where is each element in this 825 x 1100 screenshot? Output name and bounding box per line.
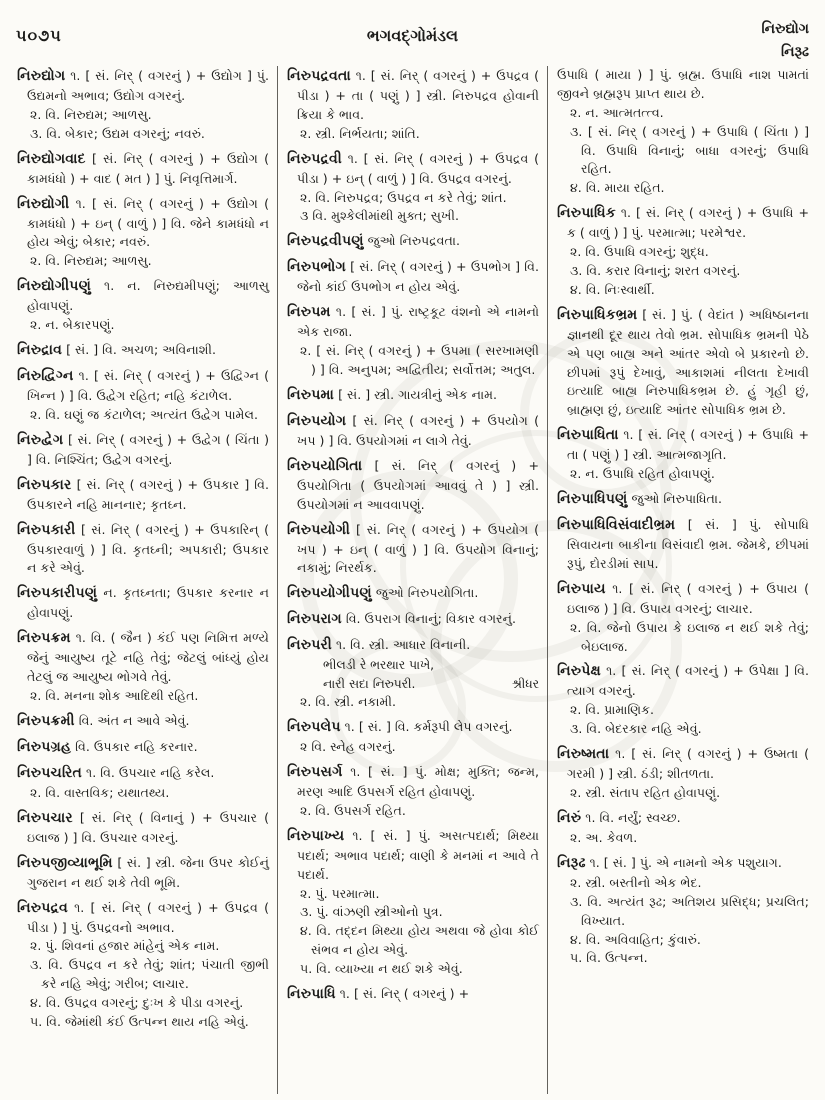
dictionary-entry: [17, 149, 269, 189]
entry-sense: ૨. સ્ત્રી. નિર્ભયતા; શાંતિ.: [300, 125, 420, 141]
dictionary-entry: [287, 411, 539, 451]
dictionary-entry: [557, 808, 809, 848]
entry-sense: ૪. વિ. તદ્દન મિથ્યા હોય અથવા જે હોવા કોઈ સંભવ ન હોય એવું.: [300, 923, 539, 958]
entry-sense: ૨. પું. પરમાત્મા.: [300, 885, 380, 901]
entry-lead-text: નિરુદ્વિગ્ન ૧. [ સં. નિર્ ( વગરનું ) + ઉદ્વિગ્ન ( ખિન્ન ) ] વિ. ઉદ્વેગ રહિત; નહિ કંટાળેલ.: [17, 368, 269, 404]
entry-lead-text: નિરુપદ્રવ ૧. [ સં. નિર્ ( વગરનું ) + ઉપદ્રવ ( પીડા ) ] પું. ઉપદ્રવનો અભાવ.: [17, 899, 269, 935]
dictionary-entry: [287, 149, 539, 227]
dictionary-entry: [287, 257, 539, 297]
dictionary-entry: [17, 430, 269, 470]
entry-headword: નિરુપદ્રવીપણું: [287, 233, 364, 250]
entry-sense: ૨. વિ. જેનો ઉપાય કે ઇલાજ ન થઈ શકે તેવું; બેઇલાજ.: [570, 619, 809, 654]
entry-sense: ૨. પું. શિવનાં હજાર માંહેનું એક નામ.: [30, 938, 220, 954]
verse-line: નારી સદા નિરુપરી. શ્રીધર: [323, 675, 539, 693]
entry-lead-text: નિરુપગ્રહ વિ. ઉપકાર નહિ કરનાર.: [17, 738, 198, 755]
entry-lead-text: નિરુદ્યોગીપણું ૧. ન. નિરુદ્યમીપણું; આળસુ હોવાપણું.: [17, 278, 269, 314]
entry-lead-text: નિરુપાધિતા ૧. [ સં. નિર્ ( વગરનું ) + ઉપાધિ + તા ( પણું ) ] સ્ત્રી. આત્મજાગૃતિ.: [557, 427, 809, 463]
entry-sense: ૨. વિ. વાસ્તવિક; યથાતથ્ય.: [30, 784, 170, 800]
entry-headword: નિરુદ્યોગી: [17, 195, 70, 212]
entry-sense: ૩ વિ. મુશ્કેલીમાંથી મુક્ત; સુખી.: [300, 208, 459, 224]
dictionary-entry: [287, 717, 539, 757]
entry-sense: ૨. સ્ત્રી. બસ્તીનો એક ભેદ.: [570, 874, 702, 890]
dictionary-entry: [17, 520, 269, 579]
dictionary-entry: [557, 489, 809, 510]
entry-headword: નિરુપચરિત: [17, 764, 83, 781]
entry-lead-text: નિરુપરી ૧. વિ. સ્ત્રી. આધાર વિનાની.: [287, 637, 471, 654]
entry-headword: નિરુપજીવ્યાભૂમિ: [17, 854, 113, 871]
dictionary-entry: [287, 520, 539, 579]
entry-lead-text: નિરુપકારી [ સં. નિર્ ( વગરનું ) + ઉપકારિન્ ( ઉપકારવાળું ) ] વિ. કૃતઘ્ની; અપકારી; ઉપકાર ન કરે એવું.: [17, 521, 269, 576]
entry-lead-text: નિરુપલેપ ૧. [ સં. ] વિ. કર્મરૂપી લેપ વગરનું.: [287, 719, 513, 736]
dictionary-entry: [557, 853, 809, 968]
entry-headword: નિરુપદ્રવ: [17, 899, 68, 916]
page-number: ૫૦૭૫: [16, 26, 62, 45]
dictionary-entry: [17, 898, 269, 1032]
entry-sense: ૨. વિ. મનના શોક આદિથી રહિત.: [30, 688, 199, 704]
dictionary-entry: [557, 515, 809, 574]
entry-headword: નિરુપદ્રવતા: [287, 68, 351, 84]
entry-sense: ૪. વિ. નિઃસ્વાર્થી.: [570, 281, 655, 297]
entry-headword: નિરુપમા: [287, 386, 335, 403]
entry-headword: નિરુપદ્રવી: [287, 150, 342, 167]
entry-lead-text: નિરુપકાર [ સં. નિર્ ( વગરનું ) + ઉપકાર ] વિ. ઉપકારને નહિ માનનાર; કૃતઘ્ન.: [17, 476, 269, 512]
dictionary-entry: [287, 385, 539, 406]
dictionary-entry: [17, 628, 269, 706]
entry-headword: નિરુપભોગ: [287, 259, 346, 276]
column-3: [547, 66, 817, 1094]
entry-lead-text: નિરુદ્યોગવાદ [ સં. નિર્ ( વગરનું ) + ઉદ્યોગ ( કામધંધો ) + વાદ ( મત ) ] પું. નિવૃત્તિમાર્ગ.: [17, 150, 269, 186]
entry-headword: નિરુપાધિતા: [557, 427, 619, 444]
dictionary-entry: [557, 579, 809, 657]
entry-headword: નિરુપાધિક: [557, 205, 616, 222]
dictionary-entry: [17, 853, 269, 893]
dictionary-entry: [17, 711, 269, 732]
entry-headword: નિરુદ્યોગવાદ: [17, 150, 86, 167]
entry-lead-text: નિરુદ્વેગ [ સં. નિર્ ( વગરનું ) + ઉદ્વેગ ( ચિંતા ) ] વિ. નિશ્ચિંત; ઉદ્વેગ વગરનું.: [17, 431, 269, 467]
entry-lead-text: નિરુપક્રમ ૧. વિ. ( જૈન ) કંઈ પણ નિમિત્ત મળ્યે જેનું આયુષ્ય તૂટે નહિ તેવું; જેટલું બાંધ્યું હોય તેટલું જ આયુષ્ય ભોગવે તેવું.: [17, 630, 269, 685]
guide-word-first: નિરુદ્યોગ: [761, 21, 809, 37]
entry-headword: નિરુદ્યોગ: [17, 68, 66, 84]
entry-lead-text: નિરુપેક્ષ ૧. [ સં. નિર્ ( વગરનું ) + ઉપેક્ષા ] વિ. ત્યાગ વગરનું.: [557, 663, 809, 699]
dictionary-entry: [17, 366, 269, 425]
dictionary-entry: [17, 276, 269, 335]
dictionary-entry: [287, 984, 539, 1005]
entry-headword: નિરુપમ: [287, 304, 331, 321]
entry-headword: નિરુપયોગીપણું: [287, 585, 372, 602]
verse-attribution: શ્રીધર: [511, 676, 539, 691]
entry-lead-text: નિરુપરાગ વિ. ઉપરાગ વિનાનું; વિકાર વગરનું.: [287, 611, 516, 628]
book-title: ભગવદ્ગોમંડલ: [366, 26, 459, 45]
entry-headword: નિરુપક્રમ: [17, 630, 71, 647]
dictionary-entry: [287, 609, 539, 630]
entry-sense: ૪. વિ. અવિવાહિત; કુંવારું.: [570, 931, 701, 947]
dictionary-entry: [17, 194, 269, 272]
entry-sense: ૩. વિ. અત્યંત રૂઢ; અતિશય પ્રસિદ્ધ; પ્રચલિત; વિખ્યાત.: [570, 893, 809, 928]
entry-lead-text: નિરુપકારીપણું ન. કૃતઘ્નતા; ઉપકાર કરનાર ન હોવાપણું.: [17, 585, 269, 621]
entry-sense: ૨. વિ. સ્ત્રી. નકામી.: [300, 694, 396, 710]
entry-headword: નિરુષ્મતા: [557, 746, 610, 763]
entry-headword: નિરુદ્વિગ્ન: [17, 368, 74, 385]
dictionary-entry: [17, 340, 269, 361]
entry-sense: ૩. વિ. કરાર વિનાનું; શરત વગરનું.: [570, 263, 741, 279]
verse-line: ભીલડી રે ભરથાર પાખે,: [323, 658, 435, 673]
entry-lead-text: નિરુષ્મતા ૧. [ સં. નિર્ ( વગરનું ) + ઉષ્મતા ( ગરમી ) ] સ્ત્રી. ઠંડી; શીતળતા.: [557, 746, 809, 782]
entry-sense: ૩. વિ. બેકાર; ઉદ્યમ વગરનું; નવરું.: [30, 125, 205, 141]
entry-sense: ૫. વિ. વ્યાખ્યા ન થઈ શકે એવું.: [300, 961, 463, 977]
column-1: [8, 66, 277, 1094]
entry-sense: ૨. સ્ત્રી. સંતાપ રહિત હોવાપણું.: [570, 785, 721, 801]
entry-lead-text: નિરુપદ્રવીપણું જુઓ નિરુપદ્રવતા.: [287, 233, 460, 250]
entry-sense: ૨. વિ. ઘણું જ કંટાળેલ; અત્યંત ઉદ્વેગ પામેલ.: [30, 406, 258, 422]
entry-sense: ૩. [ સં. નિર્ ( વગરનું ) + ઉપાધિ ( ચિંતા ) ] વિ. ઉપાધિ વિનાનું; બાધા વગરનું; ઉપાધિ રહિત.: [570, 123, 809, 177]
entry-headword: નિરુપાધિવિસંવાદીભ્રમ: [557, 517, 676, 534]
entry-lead-text: નિરુદ્યોગ ૧. [ સં. નિર્ ( વગરનું ) + ઉદ્યોગ ] પું. ઉદ્યમનો અભાવ; ઉદ્યોગ વગરનું.: [17, 68, 269, 103]
entry-headword: નિરુપાધિપણું: [557, 491, 628, 508]
entry-lead-text: નિરુપજીવ્યાભૂમિ [ સં. ] સ્ત્રી. જેના ઉપર કોઈનું ગુજરાન ન થઈ શકે તેવી ભૂમિ.: [17, 854, 269, 890]
entry-sense: ૨. અ. કેવળ.: [570, 829, 638, 845]
dictionary-entry: [17, 66, 269, 144]
entry-lead-text: નિરુપદ્રવતા ૧. [ સં. નિર્ ( વગરનું ) + ઉપદ્રવ ( પીડા ) + તા ( પણું ) ] સ્ત્રી. નિરુપદ્રવ હોવાની ક્રિયા કે ભાવ.: [287, 68, 539, 122]
entry-lead-text: નિરું ૧. વિ. નર્યું; સ્વચ્છ.: [557, 809, 681, 826]
entry-headword: નિરુપલેપ: [287, 719, 341, 736]
dictionary-entry: [287, 635, 539, 712]
entry-lead-text: નિરુપાખ્ય ૧. [ સં. ] પું. અસત્પદાર્થ; મિથ્યા પદાર્થ; અભાવ પદાર્થ; વાણી કે મનમાં ન આવે તે પદાર્થ.: [287, 827, 539, 882]
entry-headword: નિરુપેક્ષ: [557, 663, 601, 680]
dictionary-entry: [287, 302, 539, 380]
guide-word-last: નિરૂઢ: [781, 44, 809, 61]
dictionary-entry: [287, 583, 539, 604]
dictionary-entry: [557, 305, 809, 420]
entry-sense: ૪. વિ. માયા રહિત.: [570, 180, 665, 196]
entry-lead-text: નિરુપાધિક ૧. [ સં. નિર્ ( વગરનું ) + ઉપાધિ + ક ( વાળું ) ] પું. પરમાત્મા; પરમેશ્વર.: [557, 205, 809, 241]
entry-sense: ૨. ન. આત્મતત્ત્વ.: [570, 104, 664, 120]
entry-sense: ૩. પું. વાંઝણી સ્ત્રીઓનો પુત્ર.: [300, 904, 443, 920]
dictionary-entry: [557, 66, 809, 198]
entry-lead-text: નિરુપાધિવિસંવાદીભ્રમ [ સં. ] પું. સોપાધિ સિવાયના બાકીના વિસંવાદી ભ્રમ. જેમકે, છીપમાં રૂપું, દોરડીમાં સાપ.: [557, 517, 809, 571]
entry-headword: નિરુપાય: [557, 580, 606, 597]
entry-headword: નિરુપકારીપણું: [17, 585, 98, 602]
entry-sense: ૫. વિ. ઉત્પન્ન.: [570, 950, 648, 966]
entry-headword: નિરુપક્રમી: [17, 712, 75, 729]
entry-sense: ૨. વિ. ઉપાધિ વગરનું; શુદ્ધ.: [570, 244, 709, 260]
entry-headword: નિરુપકારી: [17, 521, 76, 538]
dictionary-entry: [17, 583, 269, 623]
entry-sense: ૫. વિ. જેમાંથી કંઈ ઉત્પન્ન થાય નહિ એવું.: [30, 1014, 249, 1030]
dictionary-entry: [287, 66, 539, 144]
entry-sense: ૨ વિ. સ્નેહ વગરનું.: [300, 739, 396, 755]
entry-headword: નિરુદ્વેગ: [17, 431, 64, 448]
entry-sense: ૨. વિ. નિરુપદ્રવ; ઉપદ્રવ ન કરે તેવું; શાંત.: [300, 189, 507, 205]
entry-lead-text: નિરુપચાર [ સં. નિર્ ( વિનાનું ) + ઉપચાર ( ઇલાજ ) ] વિ. ઉપચાર વગરનું.: [17, 809, 269, 845]
entry-lead-text: નિરૂઢ ૧. [ સં. ] પું. એ નામનો એક પશુયાગ.: [557, 854, 782, 871]
entry-lead-text: નિરુદ્યોગી ૧. [ સં. નિર્ ( વગરનું ) + ઉદ્યોગ ( કામધંધો ) + ઇન્ ( વાળું ) ] વિ. જેને કામધંધો ન હોય એવું; બેકાર; નવરું.: [17, 195, 269, 250]
entry-lead-text: નિરુદ્રાવ [ સં. ] વિ. અચળ; અવિનાશી.: [17, 342, 217, 359]
entry-lead-text: નિરુપયોગિતા [ સં. નિર્ ( વગરનું ) + ઉપયોગિતા ( ઉપયોગમાં આવવું તે ) ] સ્ત્રી. ઉપયોગમાં ન આવવાપણું.: [287, 457, 539, 512]
dictionary-entry: [17, 737, 269, 758]
dictionary-entry: [17, 808, 269, 848]
column-2: [277, 66, 547, 1094]
entry-headword: નિરુપયોગ: [287, 412, 347, 429]
dictionary-entry: [287, 826, 539, 979]
entry-sense: ૨. વિ. ઉપસર્ગ રહિત.: [300, 802, 406, 818]
entry-headword: નિરુપચાર: [17, 809, 73, 826]
entry-headword: નિરુપાધિ: [287, 986, 336, 1003]
entry-sense: ૩. વિ. બેદરકાર નહિ એવું.: [570, 721, 702, 737]
entry-lead-text: નિરુપાય ૧. [ સં. નિર્ ( વગરનું ) + ઉપાય ( ઇલાજ ) ] વિ. ઉપાય વગરનું; લાચાર.: [557, 580, 809, 616]
dictionary-entry: [17, 475, 269, 515]
entry-headword: નિરુપસર્ગ: [287, 764, 343, 781]
entry-lead-text: નિરુપયોગ [ સં. નિર્ ( વગરનું ) + ઉપયોગ ( ખપ ) ] વિ. ઉપયોગમાં ન લાગે તેવું.: [287, 412, 539, 448]
dictionary-entry: [17, 763, 269, 803]
dictionary-entry: [287, 456, 539, 515]
entry-headword: નિરુપકાર: [17, 476, 72, 493]
entry-sense: ૪. વિ. ઉપદ્રવ વગરનું; દુઃખ કે પીડા વગરનું.: [30, 995, 244, 1011]
entry-lead-text: નિરુપચરિત ૧. વિ. ઉપચાર નહિ કરેલ.: [17, 764, 215, 781]
entry-lead-text: નિરુપસર્ગ ૧. [ સં. ] પું. મોક્ષ; મુક્તિ; જન્મ, મરણ આદિ ઉપસર્ગ રહિત હોવાપણું.: [287, 764, 539, 800]
entry-sense: ૨. [ સં. નિર્ ( વગરનું ) + ઉપમા ( સરખામણી ) ] વિ. અનુપમ; અદ્વિતીય; સર્વોત્તમ; અતુલ.: [300, 343, 539, 378]
entry-sense: ૨. વિ. નિરુદ્યમ; આળસુ.: [30, 253, 152, 269]
text-columns: [8, 66, 817, 1094]
guide-words: [761, 18, 809, 64]
entry-headword: નિરુપાધિકભ્રમ: [557, 306, 638, 323]
page-header: [0, 21, 825, 68]
entry-headword: નિરુપયોગિતા: [287, 457, 363, 474]
entry-headword: નિરુદ્યોગીપણું: [17, 278, 91, 295]
dictionary-entry: [287, 231, 539, 252]
entry-lead-text: નિરુપભોગ [ સં. નિર્ ( વગરનું ) + ઉપભોગ ] વિ. જેનો કાંઈ ઉપભોગ ન હોય એવું.: [287, 259, 539, 295]
dictionary-entry: [557, 661, 809, 739]
entry-headword: નિરું: [557, 809, 582, 826]
entry-lead-text: નિરુપાધિપણું જુઓ નિરુપાધિતા.: [557, 491, 722, 508]
dictionary-entry: [287, 762, 539, 821]
entry-continuation-text: ઉપાધિ ( માયા ) ] પું. બ્રહ્મ. ઉપાધિ નાશ પામતાં જીવને બ્રહ્મરૂપ પ્રાપ્ત થાય છે.: [557, 67, 809, 101]
dictionary-entry: [557, 203, 809, 300]
entry-headword: નિરુપાખ્ય: [287, 827, 345, 844]
entry-sense: ૨. ન. બેકારપણું.: [30, 317, 115, 333]
entry-lead-text: નિરુપયોગીપણું જુઓ નિરુપયોગિતા.: [287, 585, 479, 602]
entry-lead-text: નિરુપમા [ સં. ] સ્ત્રી. ગાયત્રીનું એક નામ.: [287, 386, 498, 403]
entry-sense: ૨. વિ. પ્રામાણિક.: [570, 702, 655, 718]
entry-lead-text: નિરુપમ ૧. [ સં. ] પું. રાષ્ટ્રકૂટ વંશનો એ નામનો એક રાજા.: [287, 304, 539, 340]
dictionary-entry: [557, 744, 809, 803]
entry-sense: ૩. વિ. ઉપદ્રવ ન કરે તેવું; શાંત; પંચાતી જીભી કરે નહિ એવું; ગરીબ; લાચાર.: [30, 957, 269, 992]
dictionary-entry: [557, 425, 809, 484]
entry-headword: નિરુદ્રાવ: [17, 342, 63, 359]
entry-headword: નિરુપરાગ: [287, 611, 342, 628]
quotation-verse: [287, 656, 539, 693]
entry-headword: નિરુપયોગી: [287, 521, 351, 538]
entry-lead-text: નિરુપાધિ ૧. [ સં. નિર્ ( વગરનું ) +: [287, 986, 470, 1003]
entry-lead-text: નિરુપાધિકભ્રમ [ સં. ] પું. ( વેદાંત ) અધિષ્ઠાનના જ્ઞાનથી દૂર થાય તેવો ભ્રમ. સોપાધિક ભ્રમની પેઠે એ પણ બાહ્ય અને આંતર એવો બે પ્રકારનો છે. છીપમાં રૂપું દેખાવું, આકાશમાં નીલતા દેખાવી ઇત્યાદિ બાહ્ય નિરુપાધિકભ્રમ છે. હું ગૃહી છું, બ્રાહ્મણ છું, ઇત્યાદિ આંતર સોપાધિક ભ્રમ છે.: [557, 306, 809, 418]
entry-sense: ૨. વિ. નિરુદ્યમ; આળસુ.: [30, 106, 152, 122]
entry-lead-text: નિરુપક્રમી વિ. અંત ન આવે એવું.: [17, 712, 190, 729]
entry-headword: નિરુપગ્રહ: [17, 738, 72, 755]
entry-sense: ૨. ન. ઉપાધિ રહિત હોવાપણું.: [570, 466, 715, 482]
entry-lead-text: નિરુપયોગી [ સં. નિર્ ( વગરનું ) + ઉપયોગ ( ખપ ) + ઇન્ ( વાળું ) ] વિ. ઉપયોગ વિનાનું; નકામું; નિરર્થક.: [287, 521, 539, 576]
entry-lead-text: નિરુપદ્રવી ૧. [ સં. નિર્ ( વગરનું ) + ઉપદ્રવ ( પીડા ) + ઇન્ ( વાળું ) ] વિ. ઉપદ્રવ વગરનું.: [287, 150, 539, 186]
entry-headword: નિરૂઢ: [557, 854, 586, 871]
entry-headword: નિરુપરી: [287, 637, 332, 654]
